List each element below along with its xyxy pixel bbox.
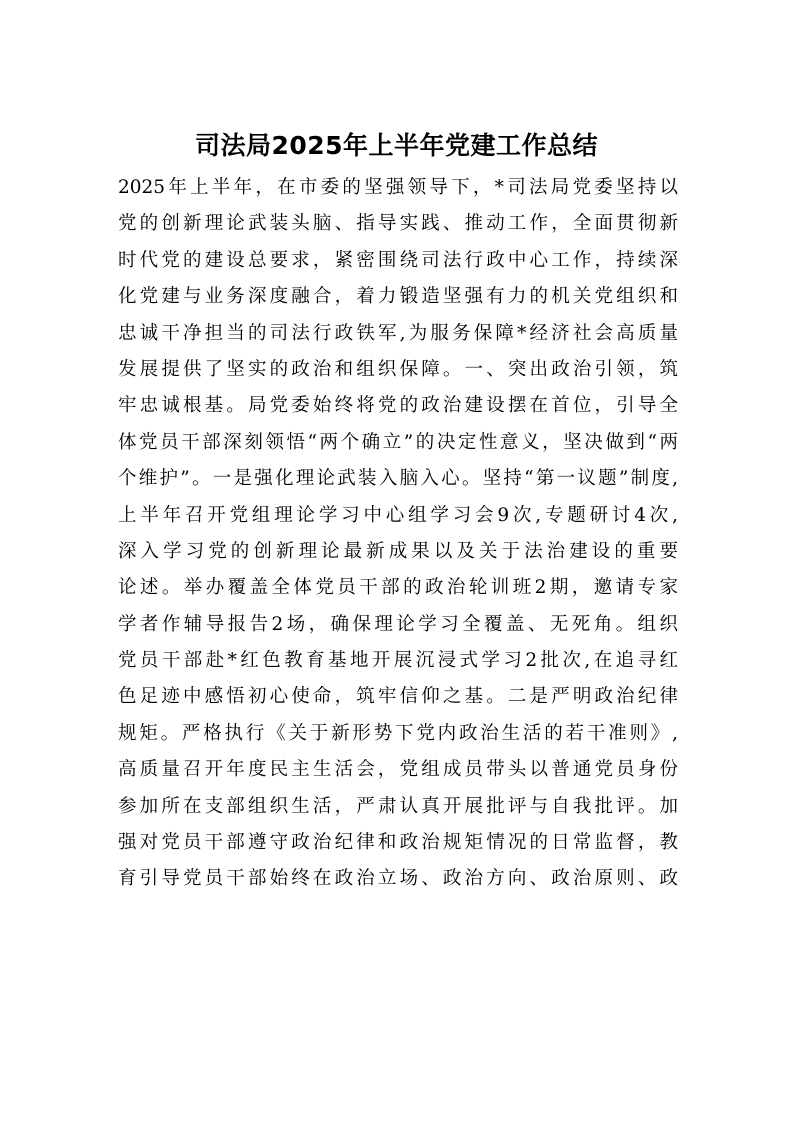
body-line: 上半年召开党组理论学习中心组学习会9次,专题研讨4次, [118,504,678,526]
body-line: 2025年上半年，在市委的坚强领导下，*司法局党委坚持以 [118,177,678,198]
body-line: 育引导党员干部始终在政治立场、政治方向、政治原则、政 [118,868,678,890]
document-body [118,170,678,898]
body-line: 党的创新理论武装头脑、指导实践、推动工作，全面贯彻新 [118,213,678,235]
body-line: 个维护”。一是强化理论武装入脑入心。坚持“第一议题”制度, [118,468,678,490]
body-line: 参加所在支部组织生活，严肃认真开展批评与自我批评。加 [118,795,678,817]
body-line: 论述。举办覆盖全体党员干部的政治轮训班2期，邀请专家 [118,577,678,599]
document-title: 司法局2025年上半年党建工作总结 [194,131,599,160]
body-line: 牢忠诚根基。局党委始终将党的政治建设摆在首位，引导全 [118,395,678,417]
body-line: 党员干部赴*红色教育基地开展沉浸式学习2批次,在追寻红 [118,650,678,672]
body-line: 时代党的建设总要求，紧密围绕司法行政中心工作，持续深 [118,249,678,271]
body-line: 强对党员干部遵守政治纪律和政治规矩情况的日常监督，教 [118,832,678,854]
body-line: 深入学习党的创新理论最新成果以及关于法治建设的重要 [118,540,678,562]
body-line: 色足迹中感悟初心使命，筑牢信仰之基。二是严明政治纪律 [118,686,678,708]
body-line: 学者作辅导报告2场，确保理论学习全覆盖、无死角。组织 [118,613,678,635]
body-line: 化党建与业务深度融合，着力锻造坚强有力的机关党组织和 [118,286,678,308]
body-line: 忠诚干净担当的司法行政铁军,为服务保障*经济社会高质量 [118,322,678,344]
body-line: 高质量召开年度民主生活会，党组成员带头以普通党员身份 [118,759,678,781]
body-line: 体党员干部深刻领悟“两个确立”的决定性意义，坚决做到“两 [118,431,678,453]
body-line: 发展提供了坚实的政治和组织保障。一、突出政治引领，筑 [118,358,678,380]
body-line: 规矩。严格执行《关于新形势下党内政治生活的若干准则》, [118,722,678,744]
